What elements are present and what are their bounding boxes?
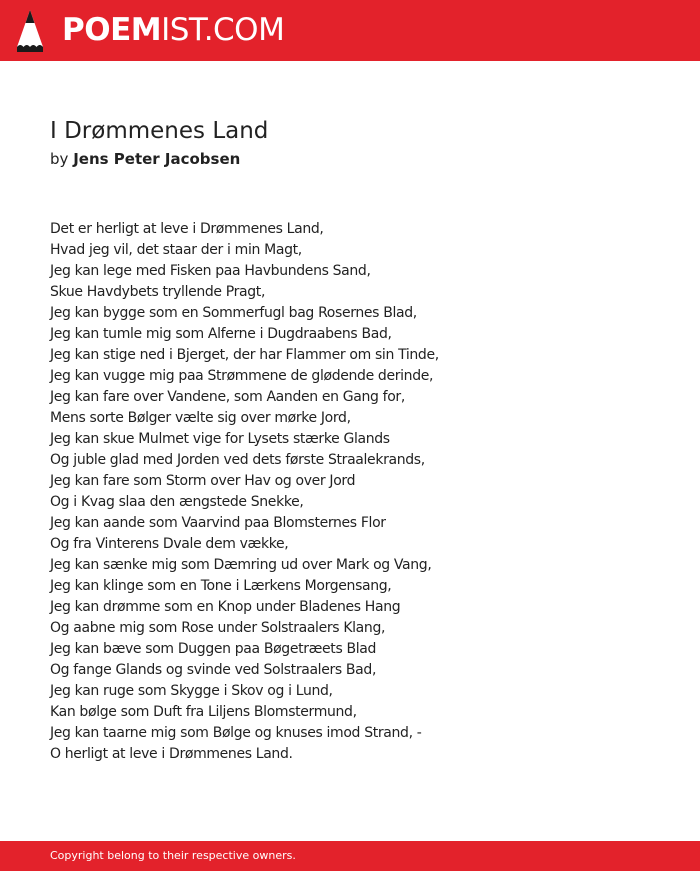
poem-line: Jeg kan vugge mig paa Strømmene de glødende derinde, bbox=[50, 368, 434, 384]
poem-line: Skue Havdybets tryllende Pragt, bbox=[50, 284, 266, 300]
poem-line: Jeg kan aande som Vaarvind paa Blomsternes Flor bbox=[50, 515, 386, 531]
pencil-tip-icon[interactable] bbox=[16, 9, 44, 53]
poem-line: Jeg kan ruge som Skygge i Skov og i Lund, bbox=[50, 683, 333, 699]
poem-author: Jens Peter Jacobsen bbox=[73, 150, 241, 168]
logo-bold-text: POEM bbox=[62, 12, 162, 48]
poem-line: Hvad jeg vil, det staar der i min Magt, bbox=[50, 242, 302, 258]
poem-line: Og i Kvag slaa den ængstede Snekke, bbox=[50, 494, 304, 510]
poem-line: Jeg kan bygge som en Sommerfugl bag Rosernes Blad, bbox=[50, 305, 417, 321]
poem-line: Og aabne mig som Rose under Solstraalers Klang, bbox=[50, 620, 386, 636]
poem-line: Jeg kan sænke mig som Dæmring ud over Mark og Vang, bbox=[50, 557, 432, 573]
byline-prefix: by bbox=[50, 150, 69, 168]
poem-line: Jeg kan lege med Fisken paa Havbundens Sand, bbox=[50, 263, 371, 279]
poem-line: Jeg kan taarne mig som Bølge og knuses imod Strand, - bbox=[50, 725, 422, 741]
poem-line: Det er herligt at leve i Drømmenes Land, bbox=[50, 221, 324, 237]
poem-line: Kan bølge som Duft fra Liljens Blomstermund, bbox=[50, 704, 357, 720]
poem-line: Jeg kan bæve som Duggen paa Bøgetræets Blad bbox=[50, 641, 377, 657]
poem-line: Jeg kan fare som Storm over Hav og over Jord bbox=[50, 473, 356, 489]
poem-byline bbox=[50, 149, 240, 169]
poem-line: Og juble glad med Jorden ved dets første Straalekrands, bbox=[50, 452, 425, 468]
site-logo[interactable] bbox=[62, 11, 284, 49]
poem-line: Jeg kan drømme som en Knop under Bladenes Hang bbox=[50, 599, 401, 615]
poem-line: Jeg kan fare over Vandene, som Aanden en Gang for, bbox=[50, 389, 405, 405]
poem-line: Jeg kan stige ned i Bjerget, der har Flammer om sin Tinde, bbox=[50, 347, 439, 363]
poem-line: Jeg kan klinge som en Tone i Lærkens Morgensang, bbox=[50, 578, 392, 594]
poem-line: Og fange Glands og svinde ved Solstraalers Bad, bbox=[50, 662, 377, 678]
logo-light-text: IST.COM bbox=[161, 12, 285, 48]
poem-body bbox=[50, 219, 670, 765]
poem-title: I Drømmenes Land bbox=[50, 118, 269, 144]
site-header bbox=[0, 0, 700, 61]
poem-line: Og fra Vinterens Dvale dem vække, bbox=[50, 536, 289, 552]
poem-line: Jeg kan tumle mig som Alferne i Dugdraabens Bad, bbox=[50, 326, 392, 342]
site-footer bbox=[0, 841, 700, 871]
poem-line: Jeg kan skue Mulmet vige for Lysets stærke Glands bbox=[50, 431, 390, 447]
poem-line: Mens sorte Bølger vælte sig over mørke Jord, bbox=[50, 410, 351, 426]
poem-line: O herligt at leve i Drømmenes Land. bbox=[50, 746, 293, 762]
footer-copyright: Copyright belong to their respective owners. bbox=[50, 849, 296, 862]
